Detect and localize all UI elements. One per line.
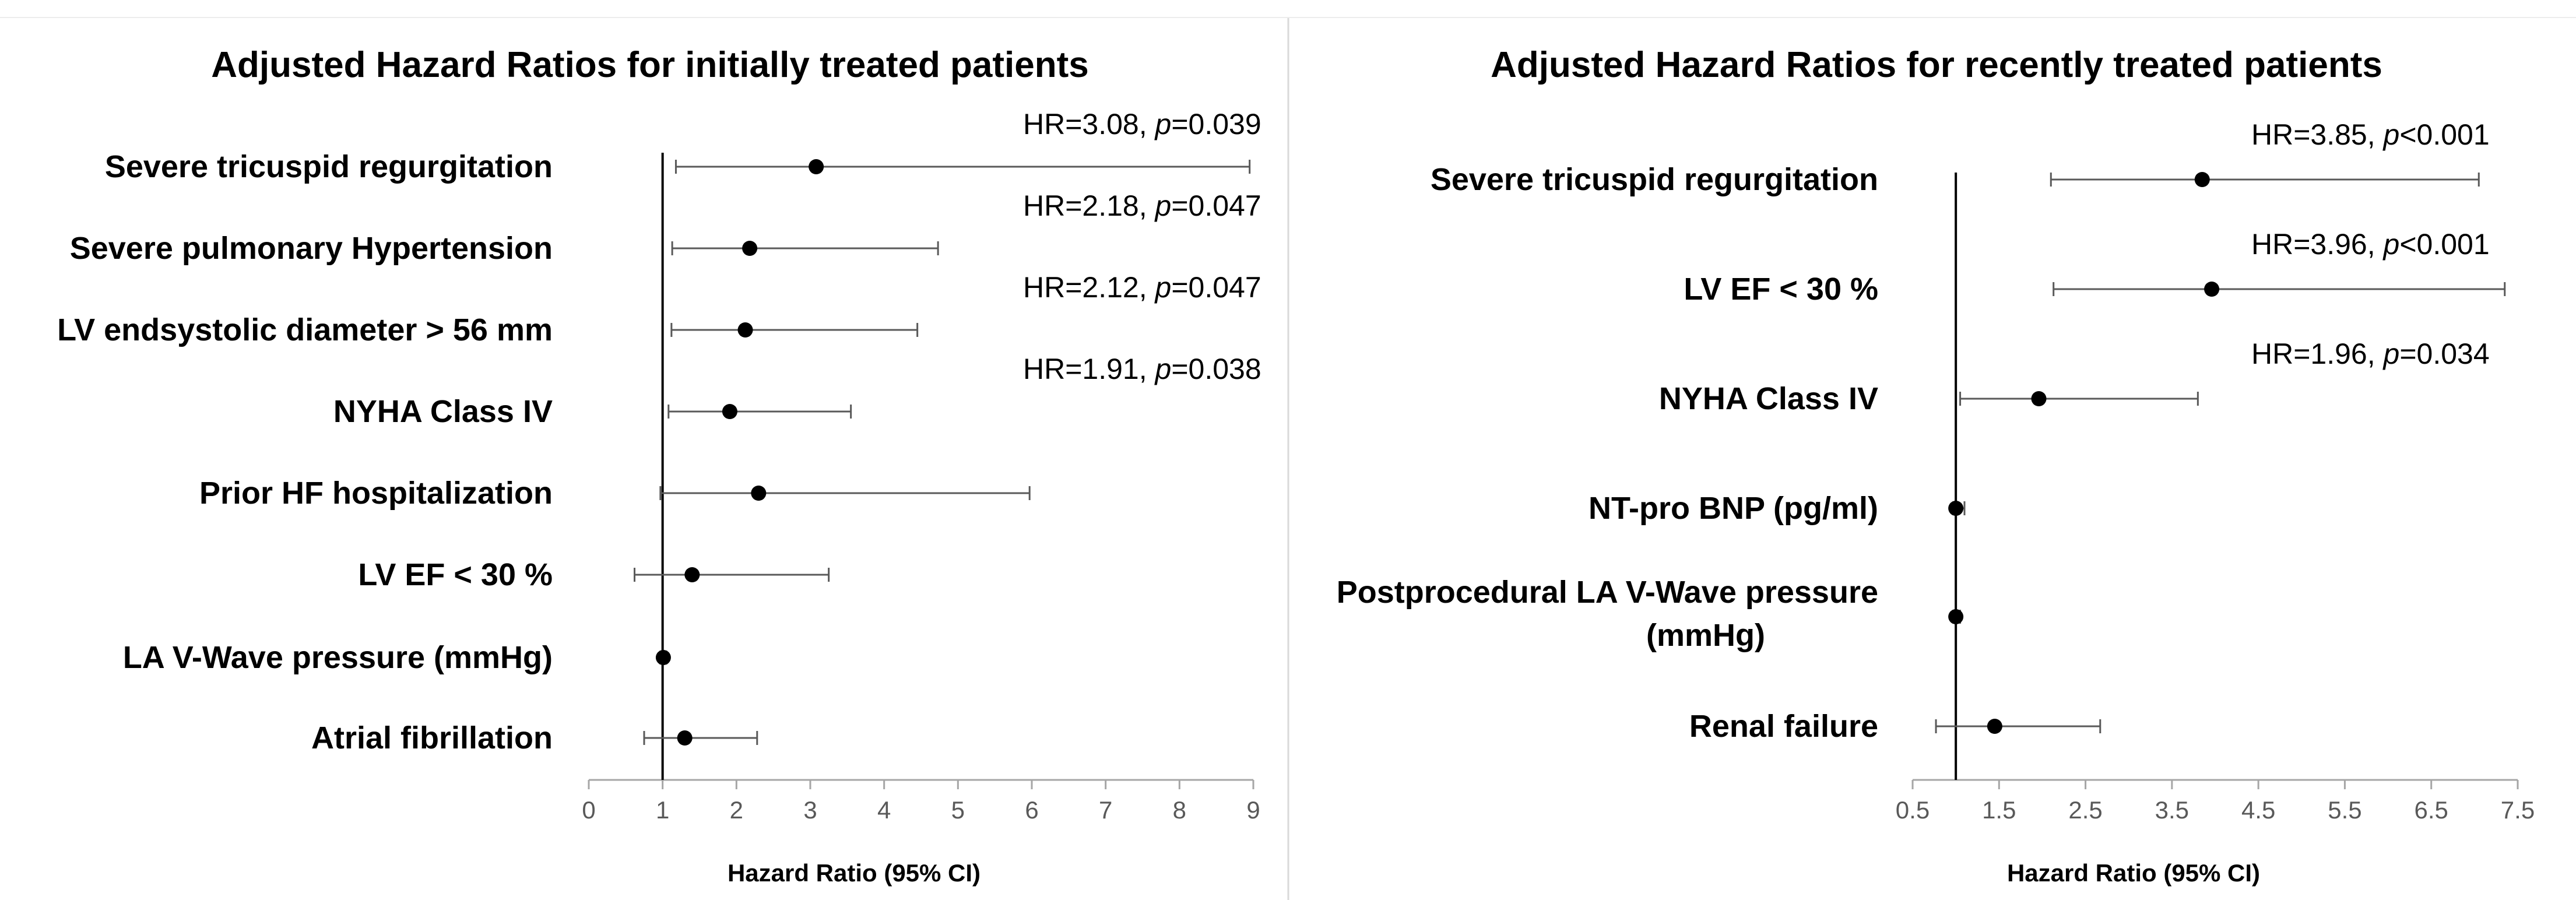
hazard-ratio-point [677,730,693,746]
hr-annotation [1023,189,1261,222]
hr-annotation [2251,118,2490,151]
row-label: Severe tricuspid regurgitation [1430,162,1878,197]
hr-value: HR=3.85, [2251,118,2384,151]
p-value: =0.047 [1171,189,1261,222]
hr-annotation [1023,271,1261,304]
p-symbol: p [2383,228,2400,261]
row-label: Prior HF hospitalization [199,476,553,511]
x-tick-label: 6.5 [2414,796,2448,824]
p-value: =0.047 [1171,271,1261,304]
row-label: Severe tricuspid regurgitation [104,149,553,184]
hazard-ratio-point [684,567,700,582]
forest-row [333,353,1261,429]
chart-title: Adjusted Hazard Ratios for initially treated patients [211,45,1089,85]
forest-panel-2 [1337,45,2535,887]
hr-value: HR=1.96, [2251,338,2384,370]
row-label: NYHA Class IV [1658,381,1878,416]
forest-row [1689,709,2100,744]
x-axis-label: Hazard Ratio (95% CI) [2006,859,2261,887]
forest-row [311,720,757,755]
x-tick-label: 9 [1246,796,1260,824]
x-tick-label: 6 [1025,796,1039,824]
hazard-ratio-point [2195,172,2210,187]
hazard-ratio-point [1948,501,1963,516]
hr-annotation [2251,228,2490,261]
hazard-ratio-point [751,486,766,501]
hazard-ratio-point [2031,391,2046,406]
p-symbol: p [1155,189,1172,222]
x-tick-label: 4 [877,796,891,824]
forest-row [199,476,1029,511]
hr-annotation [1023,353,1261,385]
hr-value: HR=1.91, [1023,353,1155,385]
forest-row [70,189,1261,266]
hazard-ratio-point [1987,719,2002,734]
p-symbol: p [2383,118,2400,151]
forest-row [1659,338,2490,416]
x-tick-label: 5 [951,796,965,824]
hr-value: HR=2.12, [1023,271,1155,304]
p-value: =0.039 [1171,108,1261,140]
p-value: =0.034 [2399,338,2490,370]
hazard-ratio-point [722,404,737,419]
hr-annotation [1023,108,1261,140]
x-tick-label: 2 [729,796,744,824]
row-label: Postprocedural LA V-Wave pressure [1336,575,1878,610]
row-label: NT-pro BNP (pg/ml) [1589,491,1878,526]
forest-row [1431,118,2490,197]
hazard-ratio-point [2204,282,2219,297]
x-tick-label: 8 [1172,796,1187,824]
x-tick-label: 3.5 [2155,796,2190,824]
forest-row [358,557,828,592]
hr-annotation [2251,338,2490,370]
forest-row [1684,228,2504,307]
row-label: Atrial fibrillation [311,720,553,755]
p-value: <0.001 [2399,118,2490,151]
row-label: NYHA Class IV [333,394,553,429]
p-symbol: p [1155,353,1172,385]
forest-row [57,271,1261,347]
x-axis-label: Hazard Ratio (95% CI) [727,859,981,887]
x-tick-label: 1 [655,796,670,824]
x-tick-label: 0.5 [1895,796,1930,824]
x-tick-label: 7 [1098,796,1113,824]
p-value: <0.001 [2399,228,2490,261]
x-tick-label: 7.5 [2500,796,2535,824]
forest-row [123,640,671,675]
hazard-ratio-point [742,241,757,256]
p-symbol: p [1155,108,1172,140]
hazard-ratio-point [1948,609,1963,624]
hr-value: HR=3.08, [1023,108,1155,140]
hazard-ratio-point [656,650,671,665]
chart-title: Adjusted Hazard Ratios for recently treated patients [1491,45,2382,85]
hr-value: HR=3.96, [2251,228,2384,261]
x-tick-label: 0 [582,796,596,824]
forest-panel-1 [57,45,1261,887]
row-label: LV EF < 30 % [358,557,553,592]
p-symbol: p [1155,271,1172,304]
x-tick-label: 1.5 [1982,796,2016,824]
hr-value: HR=2.18, [1023,189,1155,222]
forest-row [105,108,1261,184]
x-tick-label: 5.5 [2328,796,2362,824]
forest-row [1337,575,1963,653]
row-label: LA V-Wave pressure (mmHg) [122,640,553,675]
forest-row [1589,491,1964,526]
row-label-continued: (mmHg) [1646,618,1765,653]
row-label: Severe pulmonary Hypertension [69,231,553,266]
x-tick-label: 2.5 [2068,796,2103,824]
row-label: LV endsystolic diameter > 56 mm [57,312,553,347]
hazard-ratio-point [809,159,824,174]
row-label: LV EF < 30 % [1684,272,1878,307]
p-symbol: p [2383,338,2400,370]
p-value: =0.038 [1171,353,1261,385]
x-tick-label: 3 [803,796,817,824]
x-tick-label: 4.5 [2241,796,2276,824]
hazard-ratio-point [738,322,753,338]
row-label: Renal failure [1689,709,1878,744]
